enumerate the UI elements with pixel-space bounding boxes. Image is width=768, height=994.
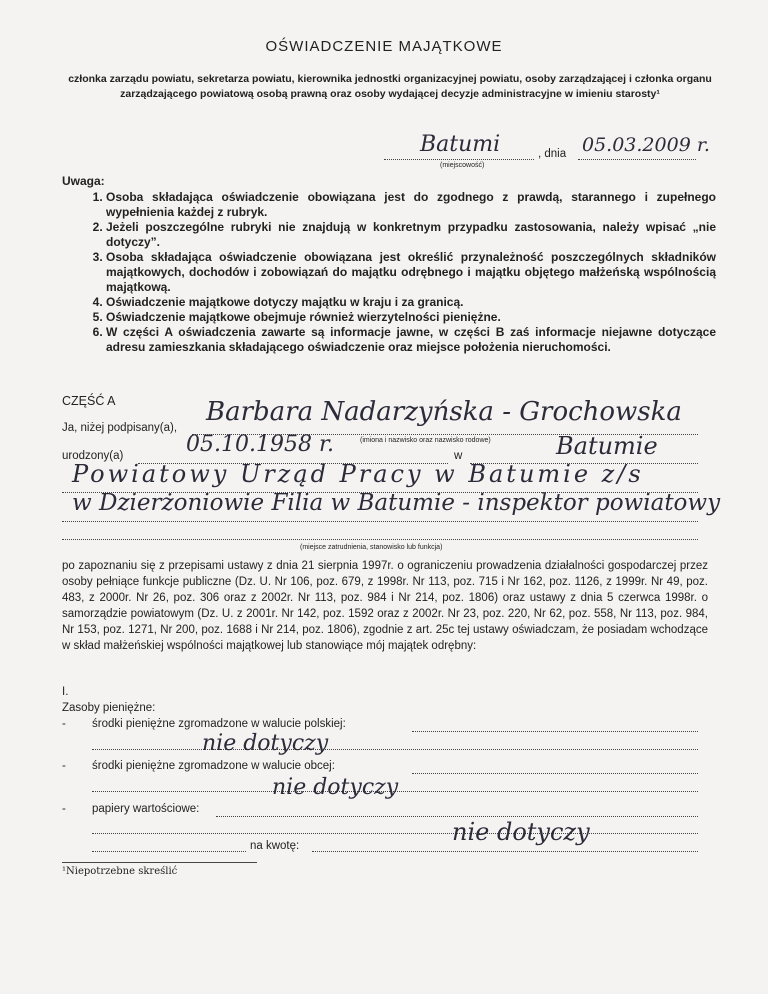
signed-label: Ja, niżej podpisany(a), <box>62 422 178 434</box>
notes-heading: Uwaga: <box>62 174 105 188</box>
employment-handwritten-line1: Powiatowy Urząd Pracy w Batumie z/s <box>72 460 644 488</box>
employment-field-line3[interactable] <box>62 527 698 540</box>
foreign-value-handwritten: nie dotyczy <box>272 775 399 800</box>
date-label: , dnia <box>538 148 567 160</box>
dash-pln: - <box>62 718 66 730</box>
note-item: 2. Jeżeli poszczególne rubryki nie znajdują w konkretnym przypadku zastosowania, należy wpisać „nie dotyczy”. <box>106 220 716 250</box>
note-item: 1. Osoba składająca oświadczenie obowiązana jest do zgodnego z prawdą, starannego i zupełnego wypełnienia każdej z rubryk. <box>106 190 716 220</box>
securities-field[interactable] <box>216 802 698 817</box>
birth-date-handwritten: 05.10.1958 r. <box>186 432 335 457</box>
footnote: ¹Niepotrzebne skreślić <box>62 866 178 877</box>
securities-field-line2[interactable] <box>92 821 698 834</box>
dash-foreign: - <box>62 760 66 772</box>
in-label: w <box>454 450 463 462</box>
section-heading: Zasoby pieniężne: <box>62 702 156 714</box>
pln-field[interactable] <box>412 717 698 732</box>
name-handwritten: Barbara Nadarzyńska - Grochowska <box>206 397 682 427</box>
securities-label: papiery wartościowe: <box>92 803 200 815</box>
place-handwritten: Batumi <box>420 132 501 157</box>
foreign-field[interactable] <box>412 759 698 774</box>
footnote-divider <box>62 862 257 863</box>
pln-label: środki pieniężne zgromadzone w walucie polskiej: <box>92 718 346 730</box>
foreign-label: środki pieniężne zgromadzone w walucie obcej: <box>92 760 335 772</box>
section-number: I. <box>62 686 69 698</box>
document-subtitle: członka zarządu powiatu, sekretarza powiatu, kierownika jednostki organizacyjnej powiatu, osoby zarządzającej i członka organu zarządzającego powiatową osobą prawną oraz osoby wydającej decyzje administracyjne w imieniu starosty¹ <box>68 73 712 100</box>
notes-list <box>86 190 716 355</box>
date-handwritten: 05.03.2009 r. <box>582 134 710 156</box>
amount-label: na kwotę: <box>250 840 300 852</box>
declaration-body: po zapoznaniu się z przepisami ustawy z dnia 21 sierpnia 1997r. o ograniczeniu prowadzenia działalności gospodarczej przez osoby pełniące funkcje publiczne (Dz. U. Nr 106, poz. 679, z 1998r. Nr 113, poz. 715 i Nr 162, poz. 1126, z 1999r. Nr 49, poz. 483, z 2000r. Nr 26, poz. 306 oraz z 2002r. Nr 113, poz. 984 i Nr 214, poz. 1806) oraz ustawy z dnia 5 czerwca 1998r. o samorządzie powiatowym (Dz. U. z 2001r. Nr 142, poz. 1592 oraz z 2002r. Nr 23, poz. 220, Nr 62, poz. 558, Nr 113, poz. 984, Nr 153, poz. 1271, Nr 200, poz. 1688 i Nr 214, poz. 1806), zgodnie z art. 25c tej ustawy oświadczam, że posiadam wchodzące w skład małżeńskiej wspólności majątkowej lub stanowiące mój majątek odrębny: <box>62 560 708 652</box>
employment-handwritten-line2: w Dzierżoniowie Filia w Batumie - inspektor powiatowy <box>72 490 721 516</box>
born-label: urodzony(a) <box>62 450 124 462</box>
employment-caption: (miejsce zatrudnienia, stanowisko lub funkcja) <box>300 544 443 551</box>
part-a-heading: CZĘŚĆ A <box>62 394 116 408</box>
note-item: 5. Oświadczenie majątkowe obejmuje również wierzytelności pieniężne. <box>106 310 716 325</box>
document-title: OŚWIADCZENIE MAJĄTKOWE <box>265 38 503 55</box>
securities-value-handwritten: nie dotyczy <box>452 818 590 846</box>
note-item: 6. W części A oświadczenia zawarte są informacje jawne, w części B zaś informacje niejawne dotyczące adresu zamieszkania składającego oświadczenie oraz miejsce położenia nieruchomości. <box>106 325 716 355</box>
name-caption: (imiona i nazwisko oraz nazwisko rodowe) <box>360 437 491 444</box>
dash-securities: - <box>62 803 66 815</box>
pln-field-line2[interactable] <box>92 737 698 750</box>
birth-place-handwritten: Batumie <box>556 432 658 460</box>
note-item: 4. Oświadczenie majątkowe dotyczy majątku w kraju i za granicą. <box>106 295 716 310</box>
place-caption: (miejscowość) <box>440 162 485 169</box>
pln-value-handwritten: nie dotyczy <box>202 731 329 756</box>
amount-prefix-field[interactable] <box>92 839 246 852</box>
note-item: 3. Osoba składająca oświadczenie obowiązana jest określić przynależność poszczególnych składników majątkowych, dochodów i zobowiązań do majątku odrębnego i majątku objętego małżeńską wspólnością majątkową. <box>106 250 716 295</box>
